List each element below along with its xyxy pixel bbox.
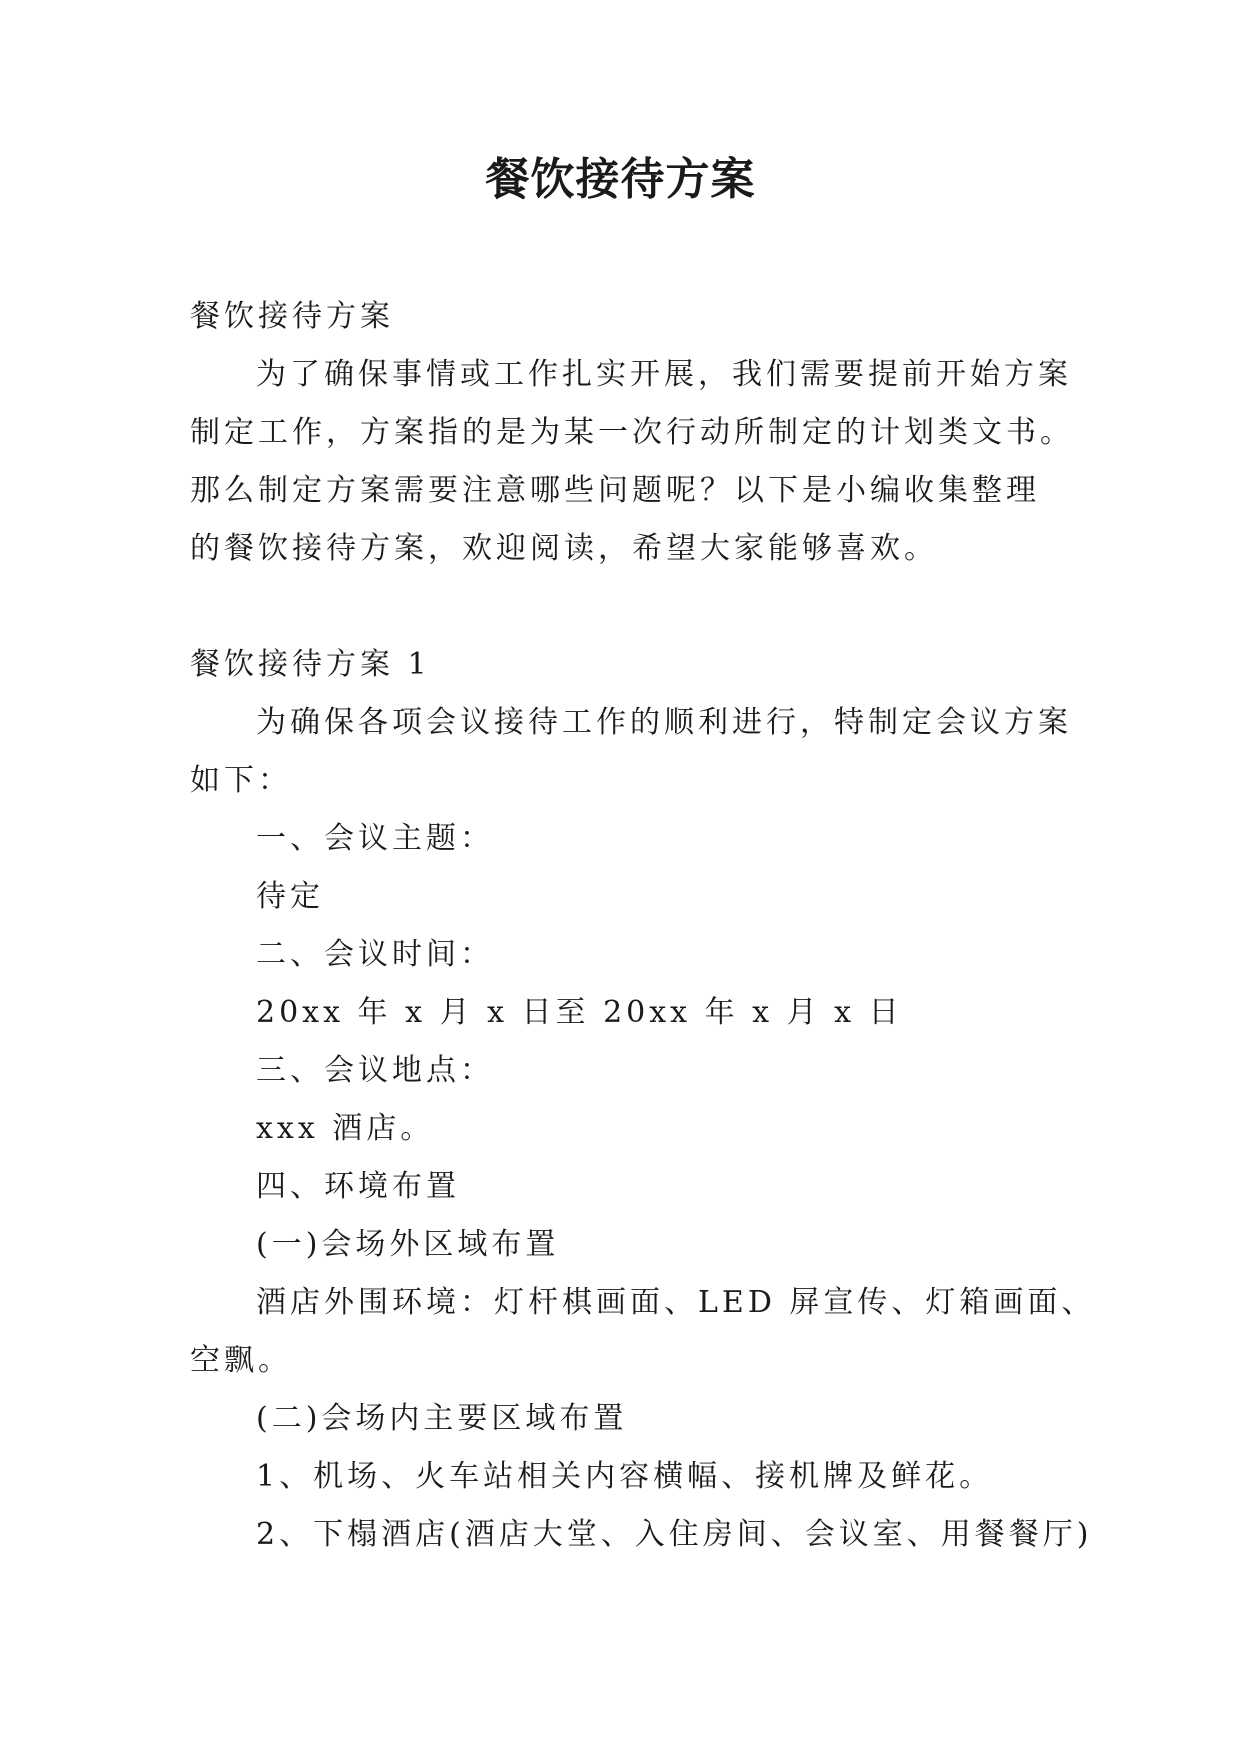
- list-heading: 四、环境布置: [256, 1169, 460, 1204]
- paragraph-line: 如下：: [190, 763, 292, 798]
- paragraph-line: 制定工作，方案指的是为某一次行动所制定的计划类文书。: [190, 415, 1074, 450]
- list-heading: 二、会议时间：: [256, 937, 494, 972]
- list-subheading: (一)会场外区域布置: [256, 1227, 560, 1262]
- list-item: 待定: [256, 879, 324, 914]
- paragraph-line: 为确保各项会议接待工作的顺利进行，特制定会议方案: [256, 705, 1072, 740]
- list-heading: 一、会议主题：: [256, 821, 494, 856]
- list-heading: 三、会议地点：: [256, 1053, 494, 1088]
- paragraph-line: 酒店外围环境：灯杆棋画面、LED 屏宣传、灯箱画面、: [256, 1285, 1096, 1320]
- paragraph-line: 为了确保事情或工作扎实开展，我们需要提前开始方案: [256, 357, 1072, 392]
- blank-line: [190, 578, 1060, 636]
- section-heading: 餐饮接待方案 1: [190, 647, 431, 682]
- list-item: 2、下榻酒店(酒店大堂、入住房间、会议室、用餐餐厅): [256, 1517, 1093, 1552]
- list-subheading: (二)会场内主要区域布置: [256, 1401, 628, 1436]
- list-item: 1、机场、火车站相关内容横幅、接机牌及鲜花。: [256, 1459, 994, 1494]
- document-title: 餐饮接待方案: [485, 154, 756, 205]
- paragraph-line: 那么制定方案需要注意哪些问题呢？以下是小编收集整理: [190, 473, 1040, 508]
- paragraph-line: 的餐饮接待方案，欢迎阅读，希望大家能够喜欢。: [190, 531, 938, 566]
- paragraph-line: 餐饮接待方案: [190, 299, 394, 334]
- document-body: [190, 288, 1096, 1564]
- list-item: xxx 酒店。: [256, 1111, 435, 1146]
- list-item: 20xx 年 x 月 x 日至 20xx 年 x 月 x 日: [256, 995, 903, 1030]
- paragraph-line: 空飘。: [190, 1343, 292, 1378]
